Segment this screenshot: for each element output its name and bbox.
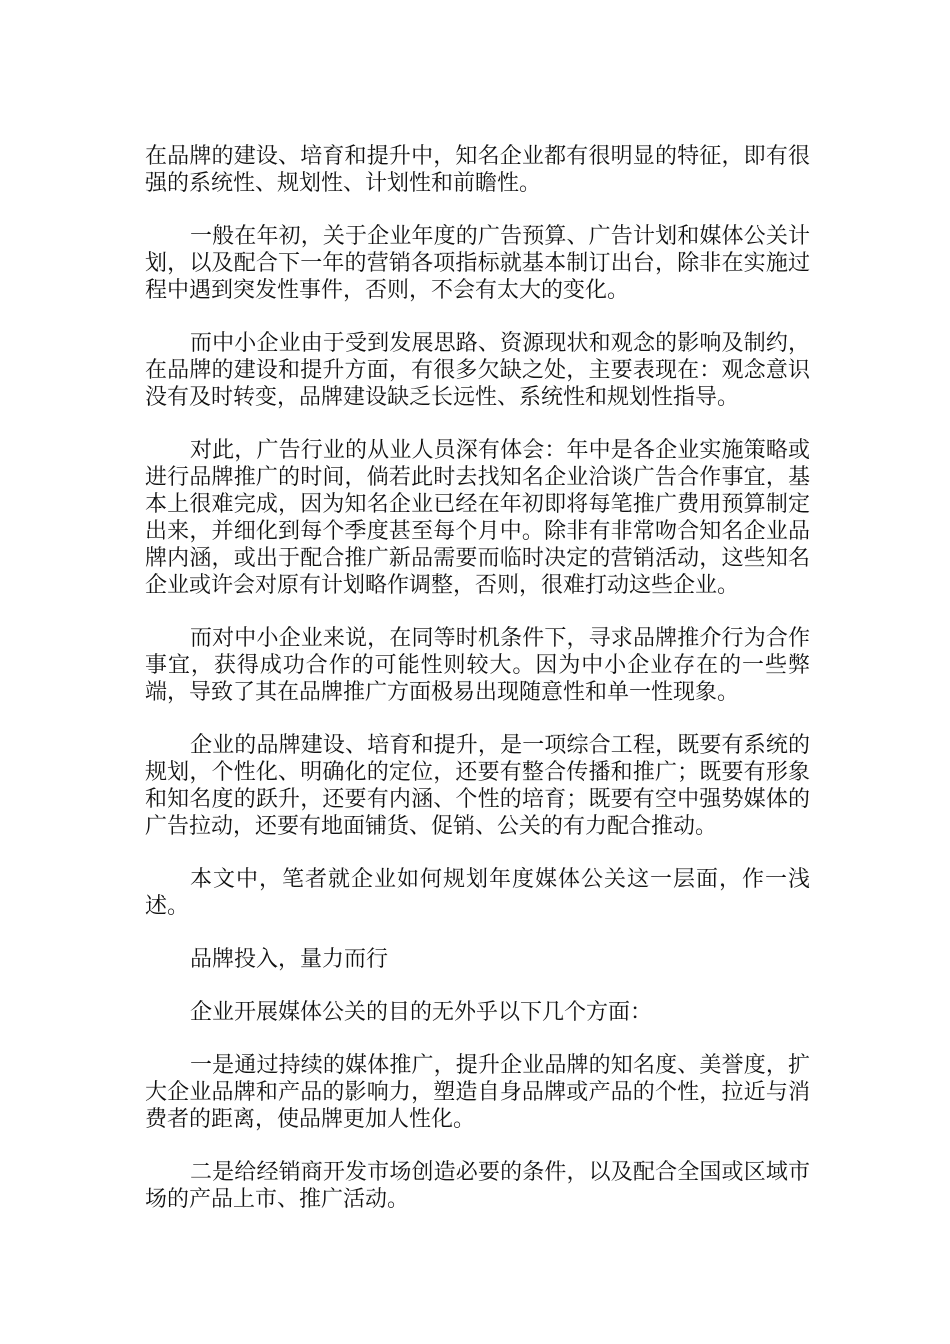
section-heading: 品牌投入，量力而行 bbox=[190, 947, 389, 972]
paragraph: 对此，广告行业的从业人员深有体会：年中是各企业实施策略或进行品牌推广的时间，倘若此时去找知名企业洽谈广告合作事宜，基本上很难完成，因为知名企业已经在年初即将每笔推广费用预算制定出来，并细化到每个季度甚至每个月中。除非有非常吻合知名企业品牌内涵，或出于配合推广新品需要而临时决定的营销活动，这些知名企业或许会对原有计划略作调整，否则，很难打动这些企业。 bbox=[145, 438, 810, 598]
paragraph: 企业开展媒体公关的目的无外乎以下几个方面： bbox=[190, 1000, 653, 1025]
paragraph: 本文中，笔者就企业如何规划年度媒体公关这一层面，作一浅述。 bbox=[145, 867, 810, 919]
paragraph: 二是给经销商开发市场创造必要的条件，以及配合全国或区域市场的产品上市、推广活动。 bbox=[145, 1160, 810, 1212]
document-body bbox=[145, 143, 810, 1239]
paragraph: 一是通过持续的媒体推广，提升企业品牌的知名度、美誉度，扩大企业品牌和产品的影响力，塑造自身品牌或产品的个性，拉近与消费者的距离，使品牌更加人性化。 bbox=[145, 1053, 810, 1132]
paragraph: 而中小企业由于受到发展思路、资源现状和观念的影响及制约，在品牌的建设和提升方面，有很多欠缺之处，主要表现在：观念意识没有及时转变，品牌建设缺乏长远性、系统性和规划性指导。 bbox=[145, 331, 810, 410]
paragraph: 企业的品牌建设、培育和提升，是一项综合工程，既要有系统的规划，个性化、明确化的定位，还要有整合传播和推广；既要有形象和知名度的跃升，还要有内涵、个性的培育；既要有空中强势媒体的广告拉动，还要有地面铺货、促销、公关的有力配合推动。 bbox=[145, 733, 810, 839]
paragraph: 而对中小企业来说，在同等时机条件下，寻求品牌推介行为合作事宜，获得成功合作的可能性则较大。因为中小企业存在的一些弊端，导致了其在品牌推广方面极易出现随意性和单一性现象。 bbox=[145, 626, 810, 705]
paragraph: 一般在年初，关于企业年度的广告预算、广告计划和媒体公关计划，以及配合下一年的营销各项指标就基本制订出台，除非在实施过程中遇到突发性事件，否则，不会有太大的变化。 bbox=[145, 224, 810, 303]
paragraph: 在品牌的建设、培育和提升中，知名企业都有很明显的特征，即有很强的系统性、规划性、计划性和前瞻性。 bbox=[145, 144, 810, 196]
